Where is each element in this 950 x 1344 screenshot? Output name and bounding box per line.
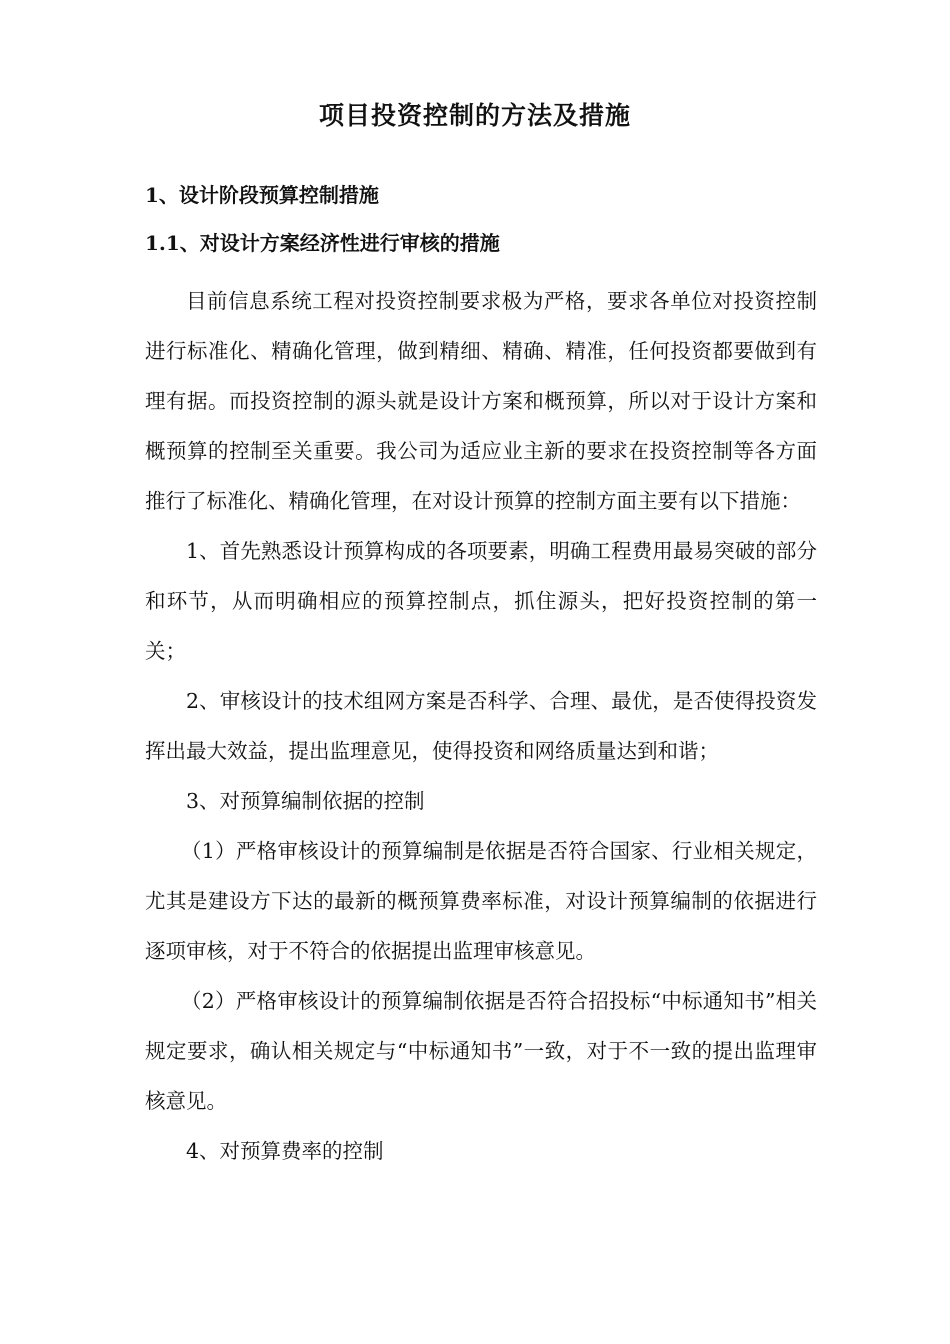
document-body [145,276,817,1176]
body-paragraph-measure-2: 2、审核设计的技术组网方案是否科学、合理、最优，是否使得投资发挥出最大效益，提出监理意见，使得投资和网络质量达到和谐； [145,689,817,763]
body-paragraph-intro: 目前信息系统工程对投资控制要求极为严格，要求各单位对投资控制进行标准化、精确化管理，做到精细、精确、精准，任何投资都要做到有理有据。而投资控制的源头就是设计方案和概预算，所以对于设计方案和概预算的控制至关重要。我公司为适应业主新的要求在投资控制等各方面推行了标准化、精确化管理，在对设计预算的控制方面主要有以下措施： [145,289,817,513]
body-paragraph-measure-3-1: （1）严格审核设计的预算编制是依据是否符合国家、行业相关规定，尤其是建设方下达的最新的概预算费率标准，对设计预算编制的依据进行逐项审核，对于不符合的依据提出监理审核意见。 [145,839,817,963]
section-heading-1: 1、设计阶段预算控制措施 [145,183,379,207]
body-paragraph-measure-3: 3、对预算编制依据的控制 [186,789,425,813]
body-paragraph-measure-1: 1、首先熟悉设计预算构成的各项要素，明确工程费用最易突破的部分和环节，从而明确相应的预算控制点，抓住源头，把好投资控制的第一关； [145,539,817,663]
section-heading-1-1: 1.1、对设计方案经济性进行审核的措施 [145,231,500,255]
body-paragraph-measure-3-2: （2）严格审核设计的预算编制依据是否符合招投标“中标通知书”相关规定要求，确认相关规定与“中标通知书”一致，对于不一致的提出监理审核意见。 [145,989,817,1113]
document-title: 项目投资控制的方法及措施 [318,101,631,130]
body-paragraph-measure-4: 4、对预算费率的控制 [186,1139,384,1163]
